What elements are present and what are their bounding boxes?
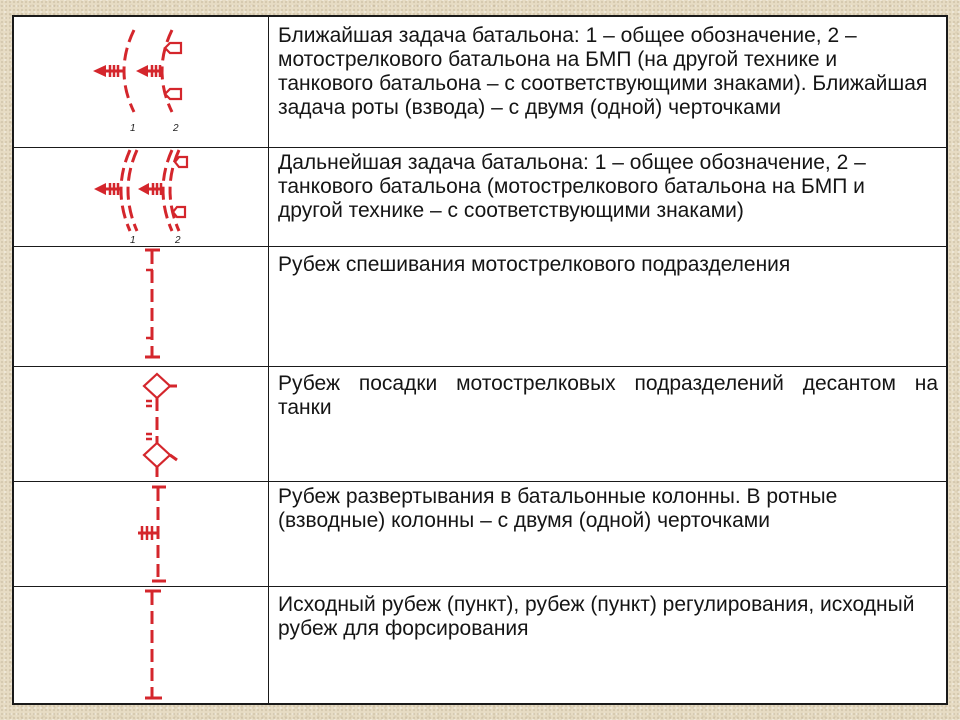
task-arc-general	[124, 30, 134, 112]
column-divider	[268, 147, 269, 246]
column-divider	[268, 246, 269, 366]
arrow-head	[138, 183, 149, 195]
row-divider	[12, 366, 948, 367]
description-line: рубеж для форсирования	[278, 617, 529, 640]
row-column-deployment-line	[12, 481, 948, 586]
row-description	[278, 24, 940, 120]
unit-ticks	[110, 183, 118, 195]
symbol-label: 2	[173, 123, 179, 134]
diamond-marker	[144, 443, 170, 467]
description-line: задача роты (взвода) – с двумя (одной) черточками	[278, 96, 781, 119]
column-divider	[268, 366, 269, 481]
row-description	[278, 485, 940, 533]
description-line: Рубеж спешивания мотострелкового подразделения	[278, 253, 791, 276]
dismount-line-symbol	[12, 246, 268, 366]
symbol-label: 1	[130, 123, 136, 134]
symbol-label: 2	[175, 235, 181, 246]
row-description	[278, 253, 940, 277]
description-line: Рубеж развертывания в батальонные колонны. В ротные	[278, 485, 838, 508]
tank-marker	[175, 157, 187, 167]
row-dismount-line	[12, 246, 948, 366]
row-divider	[12, 147, 948, 148]
description-line: Дальнейшая задача батальона: 1 – общее обозначение, 2 –	[278, 151, 866, 174]
arrow-head	[136, 65, 148, 77]
column-divider	[268, 586, 269, 705]
column-divider	[268, 481, 269, 586]
bmp-marker	[165, 43, 181, 53]
row-immediate-battalion-task	[12, 15, 948, 147]
embarkation-line-symbol	[12, 366, 268, 481]
description-line: танкового батальона (мотострелкового батальона на БМП и	[278, 175, 865, 198]
description-line: мотострелкового батальона на БМП (на другой технике и	[278, 48, 838, 71]
description-line: (взводные) колонны – с двумя (одной) черточками	[278, 509, 770, 532]
description-line: Ближайшая задача батальона: 1 – общее обозначение, 2 –	[278, 24, 857, 47]
bmp-marker	[165, 89, 181, 99]
description-line: танки	[278, 396, 332, 419]
unit-ticks	[110, 65, 118, 77]
row-start-line	[12, 586, 948, 705]
row-subsequent-battalion-task	[12, 147, 948, 246]
description-line: Рубеж посадки мотострелковых подразделений десантом на	[278, 372, 938, 395]
row-description	[278, 151, 940, 223]
row-divider	[12, 481, 948, 482]
row-divider	[12, 586, 948, 587]
diamond-tail	[170, 455, 177, 460]
column-divider	[268, 15, 269, 147]
description-line: Исходный рубеж (пункт), рубеж (пункт) регулирования, исходный	[278, 593, 915, 616]
symbols-table	[12, 15, 948, 705]
arrow-head	[94, 183, 106, 195]
deployment-line-symbol	[12, 481, 268, 586]
line-tick	[146, 401, 152, 406]
tank-marker	[173, 207, 185, 217]
description-line: другой технике – с соответствующими знаками)	[278, 199, 744, 222]
row-description	[278, 372, 940, 420]
subsequent-task-symbol	[12, 147, 268, 246]
symbol-label: 1	[130, 235, 136, 246]
unit-ticks	[153, 183, 161, 195]
line-tick	[146, 434, 152, 439]
task-arc-general	[128, 150, 137, 231]
row-divider	[12, 246, 948, 247]
row-tank-embarkation-line	[12, 366, 948, 481]
diamond-marker	[144, 374, 170, 398]
start-line-symbol	[12, 586, 268, 705]
row-description	[278, 593, 940, 641]
arrow-head	[93, 65, 106, 77]
description-line: танкового батальона – с соответствующими знаками). Ближайшая	[278, 72, 928, 95]
unit-ticks	[152, 65, 160, 77]
immediate-task-symbol	[12, 15, 268, 147]
